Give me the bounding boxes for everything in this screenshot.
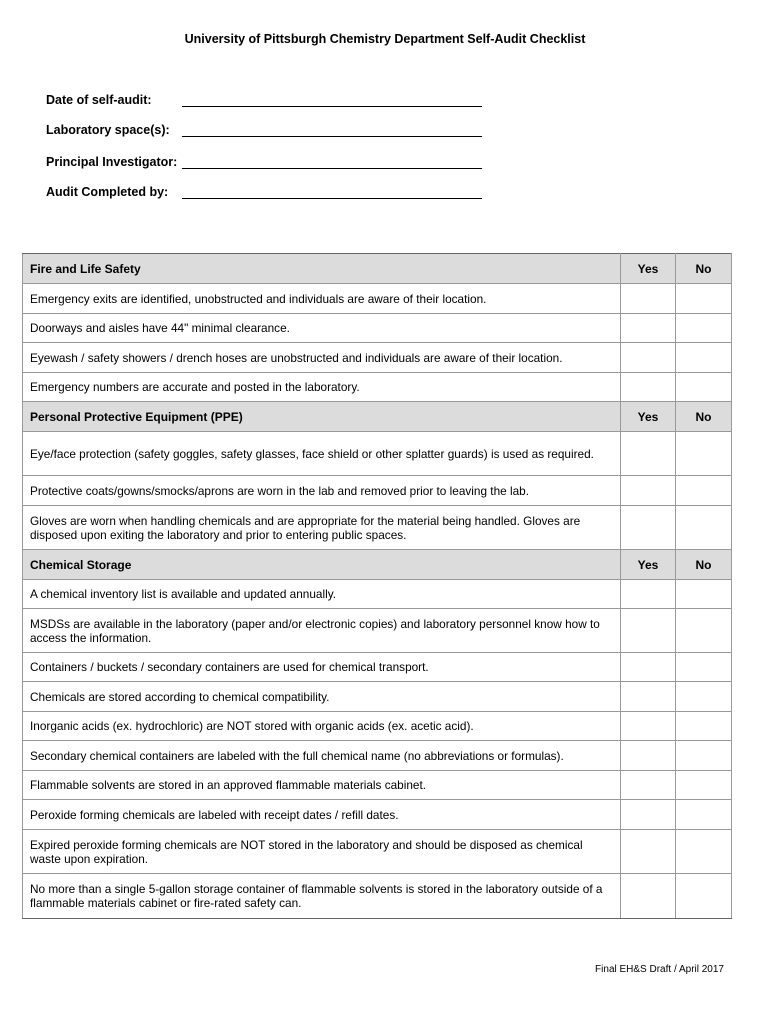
checklist-row	[23, 284, 732, 314]
section-heading: Chemical Storage	[23, 550, 621, 580]
checklist-item: Peroxide forming chemicals are labeled with receipt dates / refill dates.	[23, 800, 621, 830]
checklist-item: Gloves are worn when handling chemicals and are appropriate for the material being handled. Gloves are disposed upon exiting the laboratory and prior to entering public spaces.	[23, 506, 621, 550]
checklist-row	[23, 580, 732, 609]
checklist-item: Flammable solvents are stored in an approved flammable materials cabinet.	[23, 771, 621, 800]
yes-checkbox-cell[interactable]	[621, 874, 676, 919]
no-column-header: No	[676, 254, 732, 284]
no-checkbox-cell[interactable]	[676, 609, 732, 653]
fill-in-line[interactable]	[182, 136, 482, 137]
checklist-row	[23, 476, 732, 506]
no-checkbox-cell[interactable]	[676, 373, 732, 402]
no-checkbox-cell[interactable]	[676, 682, 732, 712]
no-checkbox-cell[interactable]	[676, 506, 732, 550]
yes-checkbox-cell[interactable]	[621, 830, 676, 874]
yes-checkbox-cell[interactable]	[621, 682, 676, 712]
checklist-row	[23, 712, 732, 741]
checklist-row	[23, 609, 732, 653]
section-header-chemical-storage	[23, 550, 732, 580]
checklist-row	[23, 800, 732, 830]
no-checkbox-cell[interactable]	[676, 741, 732, 771]
section-heading: Fire and Life Safety	[23, 254, 621, 284]
yes-checkbox-cell[interactable]	[621, 284, 676, 314]
yes-checkbox-cell[interactable]	[621, 476, 676, 506]
yes-column-header: Yes	[621, 402, 676, 432]
no-checkbox-cell[interactable]	[676, 712, 732, 741]
yes-checkbox-cell[interactable]	[621, 506, 676, 550]
checklist-item: Secondary chemical containers are labeled with the full chemical name (no abbreviations or formulas).	[23, 741, 621, 771]
fill-in-line[interactable]	[182, 106, 482, 107]
no-checkbox-cell[interactable]	[676, 284, 732, 314]
checklist-row	[23, 343, 732, 373]
field-label: Laboratory space(s):	[46, 123, 170, 137]
checklist-item: Eye/face protection (safety goggles, safety glasses, face shield or other splatter guards) is used as required.	[23, 432, 621, 476]
section-header-ppe	[23, 402, 732, 432]
checklist-table	[22, 253, 732, 919]
yes-checkbox-cell[interactable]	[621, 432, 676, 476]
field-label: Principal Investigator:	[46, 155, 178, 169]
fill-in-line[interactable]	[182, 198, 482, 199]
no-checkbox-cell[interactable]	[676, 771, 732, 800]
checklist-item: Inorganic acids (ex. hydrochloric) are NOT stored with organic acids (ex. acetic acid).	[23, 712, 621, 741]
yes-checkbox-cell[interactable]	[621, 712, 676, 741]
checklist-item: MSDSs are available in the laboratory (paper and/or electronic copies) and laboratory personnel know how to access the information.	[23, 609, 621, 653]
checklist-row	[23, 874, 732, 919]
footer-version: Final EH&S Draft / April 2017	[595, 964, 724, 975]
checklist-row	[23, 653, 732, 682]
checklist-item: No more than a single 5-gallon storage container of flammable solvents is stored in the laboratory outside of a flammable materials cabinet or fire-rated safety can.	[23, 874, 621, 919]
yes-checkbox-cell[interactable]	[621, 314, 676, 343]
no-checkbox-cell[interactable]	[676, 432, 732, 476]
section-heading: Personal Protective Equipment (PPE)	[23, 402, 621, 432]
yes-column-header: Yes	[621, 550, 676, 580]
section-header-fire-and-life-safety	[23, 254, 732, 284]
no-checkbox-cell[interactable]	[676, 874, 732, 919]
checklist-row	[23, 432, 732, 476]
checklist-item: Emergency numbers are accurate and posted in the laboratory.	[23, 373, 621, 402]
checklist-item: Eyewash / safety showers / drench hoses are unobstructed and individuals are aware of their location.	[23, 343, 621, 373]
no-column-header: No	[676, 402, 732, 432]
checklist-item: Doorways and aisles have 44" minimal clearance.	[23, 314, 621, 343]
field-label: Date of self-audit:	[46, 93, 152, 107]
checklist-row	[23, 771, 732, 800]
no-checkbox-cell[interactable]	[676, 476, 732, 506]
yes-column-header: Yes	[621, 254, 676, 284]
checklist-row	[23, 373, 732, 402]
yes-checkbox-cell[interactable]	[621, 653, 676, 682]
no-checkbox-cell[interactable]	[676, 800, 732, 830]
yes-checkbox-cell[interactable]	[621, 343, 676, 373]
yes-checkbox-cell[interactable]	[621, 373, 676, 402]
checklist-item: Chemicals are stored according to chemical compatibility.	[23, 682, 621, 712]
no-column-header: No	[676, 550, 732, 580]
no-checkbox-cell[interactable]	[676, 580, 732, 609]
yes-checkbox-cell[interactable]	[621, 609, 676, 653]
no-checkbox-cell[interactable]	[676, 314, 732, 343]
checklist-row	[23, 314, 732, 343]
checklist-item: Protective coats/gowns/smocks/aprons are worn in the lab and removed prior to leaving the lab.	[23, 476, 621, 506]
checklist-row	[23, 506, 732, 550]
yes-checkbox-cell[interactable]	[621, 771, 676, 800]
checklist-item: Expired peroxide forming chemicals are NOT stored in the laboratory and should be disposed as chemical waste upon expiration.	[23, 830, 621, 874]
field-label: Audit Completed by:	[46, 185, 169, 199]
no-checkbox-cell[interactable]	[676, 343, 732, 373]
document-title: University of Pittsburgh Chemistry Department Self-Audit Checklist	[184, 32, 586, 46]
fill-in-line[interactable]	[182, 168, 482, 169]
yes-checkbox-cell[interactable]	[621, 580, 676, 609]
yes-checkbox-cell[interactable]	[621, 800, 676, 830]
checklist-item: A chemical inventory list is available and updated annually.	[23, 580, 621, 609]
checklist-item: Emergency exits are identified, unobstructed and individuals are aware of their location.	[23, 284, 621, 314]
no-checkbox-cell[interactable]	[676, 830, 732, 874]
checklist-row	[23, 682, 732, 712]
checklist-row	[23, 741, 732, 771]
no-checkbox-cell[interactable]	[676, 653, 732, 682]
checklist-item: Containers / buckets / secondary containers are used for chemical transport.	[23, 653, 621, 682]
yes-checkbox-cell[interactable]	[621, 741, 676, 771]
checklist-row	[23, 830, 732, 874]
